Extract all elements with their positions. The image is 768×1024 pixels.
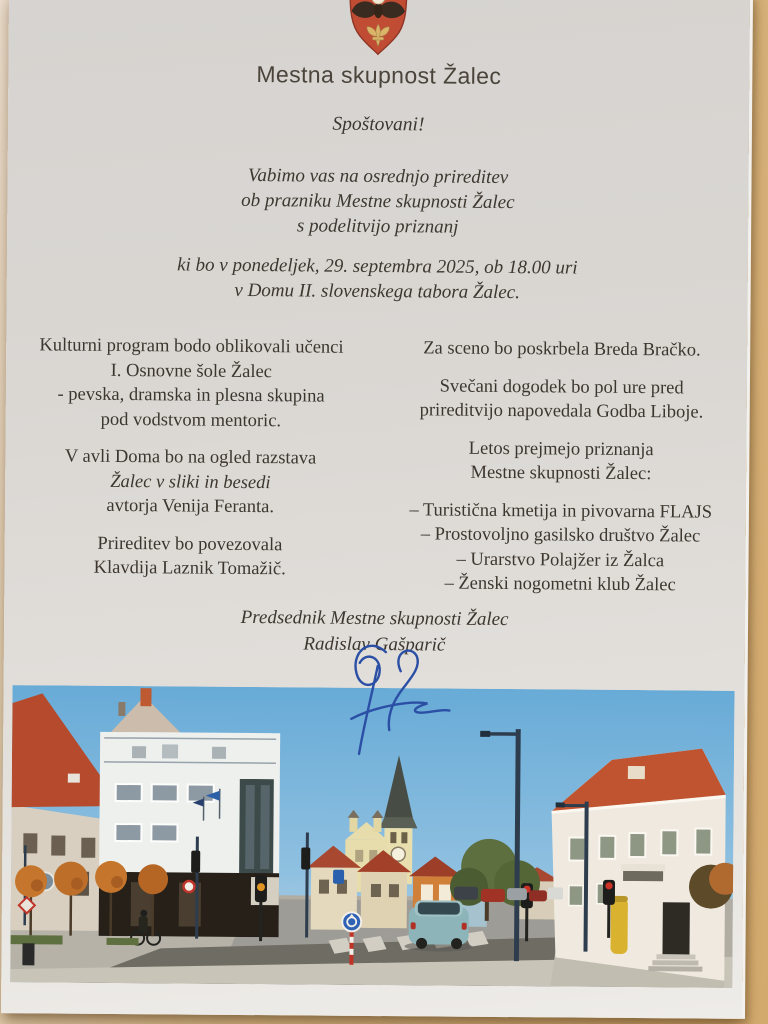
- zalec-coat-of-arms-icon: [337, 0, 418, 62]
- award-item: – Prostovoljno gasilsko društvo Žalec: [420, 524, 701, 547]
- signer-role: Predsednik Mestne skupnosti Žalec: [240, 606, 509, 631]
- signer-name: Radislav Gašparič: [303, 633, 446, 656]
- band-paragraph: Svečani dogodek bo pol ure pred prireditvijo napovedala Godba Liboje.: [419, 376, 704, 423]
- handwritten-signature-icon: [321, 640, 464, 763]
- right-column: [375, 336, 748, 611]
- intro-line: Vabimo vas na osrednjo prireditev: [247, 164, 509, 189]
- exhibition-title: Žalec v sliki in besedi: [110, 471, 271, 493]
- invitation-sheet: [1, 0, 750, 1019]
- intro-line: ob prazniku Mestne skupnosti Žalec: [241, 189, 515, 214]
- award-item: – Ženski nogometni klub Žalec: [444, 573, 676, 596]
- event-date-location: [7, 251, 748, 307]
- salutation: Spoštovani!: [332, 113, 425, 136]
- host-paragraph: Prireditev bo povezovala Klavdija Laznik Tomažič.: [93, 533, 286, 580]
- award-item: – Turistična kmetija in pivovarna FLAJS: [409, 499, 713, 523]
- awards-heading: Letos prejmejo priznanja Mestne skupnosti Žalec:: [468, 438, 654, 485]
- details-columns: [4, 333, 747, 611]
- invitation-intro: [7, 161, 749, 242]
- award-item: – Urarstvo Polajžer iz Žalca: [456, 549, 665, 571]
- awards-list: [375, 498, 746, 599]
- schedule-line: v Domu II. slovenskega tabora Žalec.: [234, 279, 520, 304]
- organization-title: Mestna skupnost Žalec: [256, 61, 502, 89]
- scene-paragraph: Za sceno bo poskrbela Breda Bračko.: [423, 338, 701, 361]
- left-column: [4, 333, 377, 608]
- teal-car: [404, 900, 472, 952]
- cultural-program-paragraph: Kulturni program bodo oblikovali učenci I. Osnovne šole Žalec - pevska, dramska in plesna skupina pod vodstvom mentoric.: [39, 335, 344, 431]
- schedule-line: ki bo v ponedeljek, 29. septembra 2025, ob 18.00 uri: [177, 254, 578, 279]
- intro-line: s podelitvijo priznanj: [296, 215, 459, 238]
- exhibition-paragraph: V avli Doma bo na ogled razstava Žalec v sliki in besedi avtorja Venija Feranta.: [5, 444, 376, 520]
